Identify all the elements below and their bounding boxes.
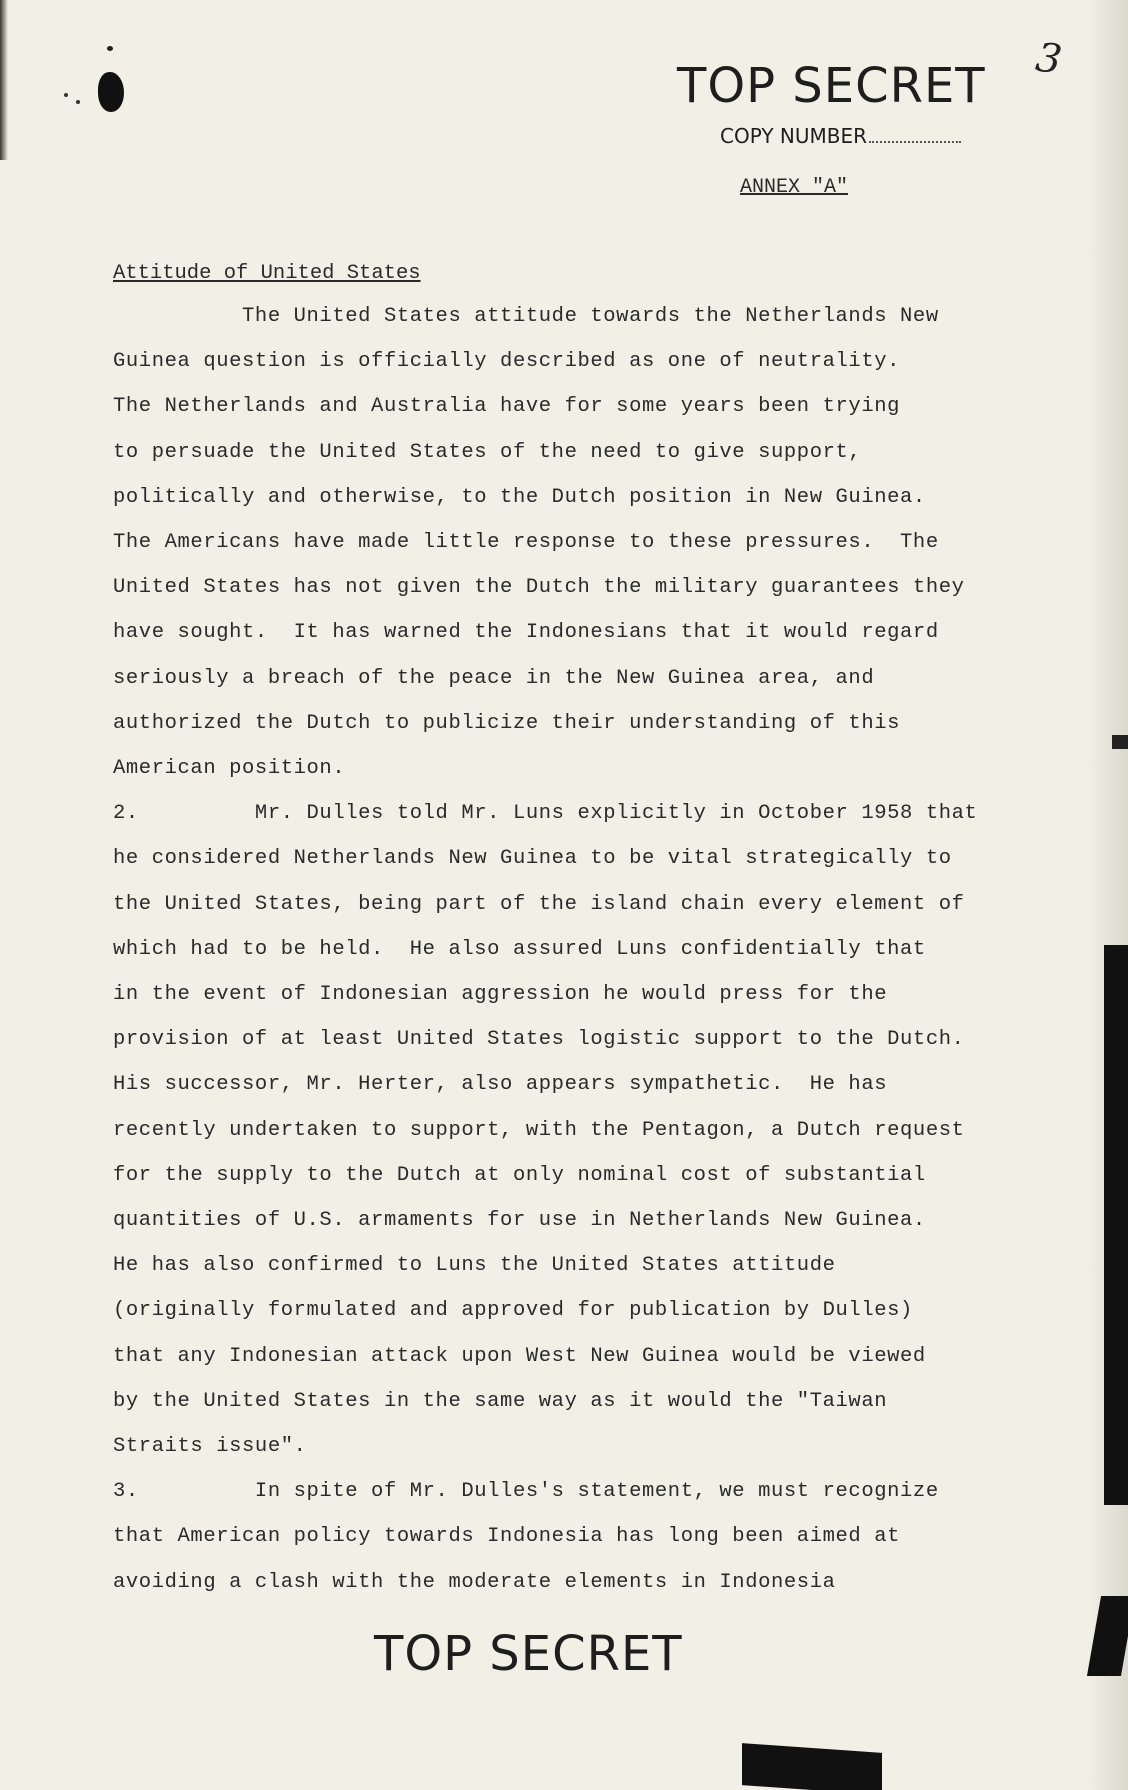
- section-heading: Attitude of United States: [113, 262, 421, 285]
- ink-speck: [107, 46, 113, 51]
- scan-edge-mark: [1104, 945, 1128, 1505]
- ink-speck: [64, 93, 68, 97]
- text-line: His successor, Mr. Herter, also appears sympathetic. He has: [113, 1073, 888, 1097]
- text-line: politically and otherwise, to the Dutch position in New Guinea.: [113, 485, 926, 509]
- text-line: 2. Mr. Dulles told Mr. Luns explicitly in October 1958 that: [113, 802, 978, 826]
- scan-edge-mark: [0, 0, 8, 160]
- page-edge-shadow: [1088, 0, 1128, 1790]
- text-line: for the supply to the Dutch at only nominal cost of substantial: [113, 1163, 926, 1187]
- scan-edge-mark: [742, 1743, 882, 1790]
- text-line: that American policy towards Indonesia has long been aimed at: [113, 1525, 901, 1549]
- classification-footer: TOP SECRET: [374, 1626, 683, 1682]
- text-line: recently undertaken to support, with the Pentagon, a Dutch request: [113, 1118, 965, 1142]
- text-line: that any Indonesian attack upon West New Guinea would be viewed: [113, 1344, 926, 1368]
- text-line: 3. In spite of Mr. Dulles's statement, we must recognize: [113, 1480, 939, 1504]
- copy-number-blank: [869, 141, 961, 143]
- copy-number-label: COPY NUMBER: [720, 124, 868, 148]
- text-line: He has also confirmed to Luns the United States attitude: [113, 1254, 836, 1278]
- text-line: The United States attitude towards the Netherlands New: [113, 305, 939, 328]
- scan-edge-mark: [1112, 735, 1128, 749]
- text-line: The Americans have made little response to these pressures. The: [113, 531, 939, 554]
- text-line: to persuade the United States of the need to give support,: [113, 440, 862, 464]
- text-line: American position.: [113, 757, 346, 780]
- copy-number-field: [720, 124, 961, 148]
- text-line: by the United States in the same way as it would the "Taiwan: [113, 1389, 888, 1413]
- text-line: he considered Netherlands New Guinea to be vital strategically to: [113, 847, 952, 871]
- text-line: provision of at least United States logistic support to the Dutch.: [113, 1028, 965, 1052]
- text-line: Guinea question is officially described as one of neutrality.: [113, 350, 901, 374]
- punch-hole-mark: [98, 72, 124, 112]
- text-line: in the event of Indonesian aggression he would press for the: [113, 983, 888, 1006]
- text-line: authorized the Dutch to publicize their understanding of this: [113, 711, 901, 735]
- text-line: avoiding a clash with the moderate elements in Indonesia: [113, 1570, 836, 1594]
- text-line: Straits issue".: [113, 1435, 307, 1458]
- annex-label: ANNEX "A": [740, 176, 849, 199]
- text-line: The Netherlands and Australia have for some years been trying: [113, 395, 901, 419]
- handwritten-page-number: 3: [1032, 34, 1065, 84]
- text-line: (originally formulated and approved for publication by Dulles): [113, 1299, 913, 1323]
- text-line: United States has not given the Dutch the military guarantees they: [113, 576, 965, 600]
- text-line: seriously a breach of the peace in the New Guinea area, and: [113, 666, 875, 690]
- text-line: have sought. It has warned the Indonesians that it would regard: [113, 621, 939, 645]
- text-line: which had to be held. He also assured Luns confidentially that: [113, 937, 926, 961]
- ink-speck: [76, 100, 80, 104]
- text-line: quantities of U.S. armaments for use in Netherlands New Guinea.: [113, 1209, 926, 1232]
- text-line: the United States, being part of the island chain every element of: [113, 892, 965, 916]
- classification-header: TOP SECRET: [677, 58, 986, 114]
